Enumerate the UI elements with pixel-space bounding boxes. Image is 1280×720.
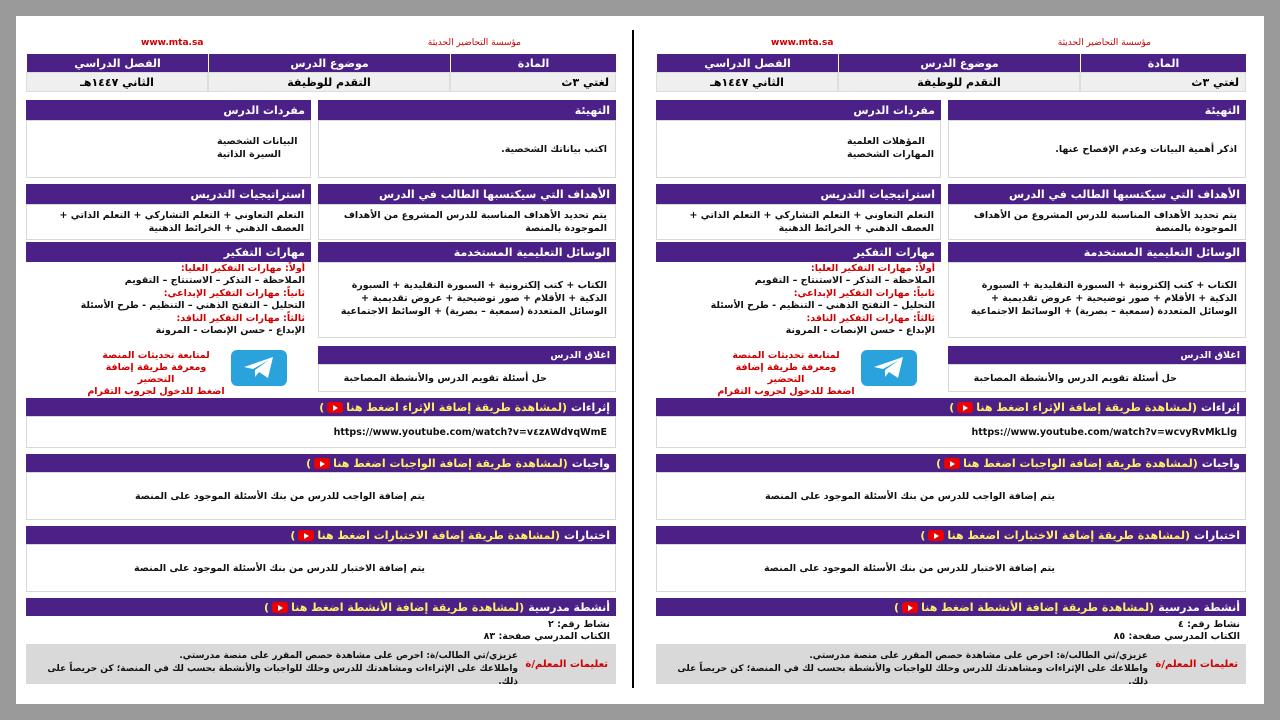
warmup-box	[948, 120, 1246, 178]
enrichment-link[interactable]	[319, 401, 567, 414]
enrichment-label: إثراءات	[1201, 400, 1240, 414]
strategies-box	[656, 204, 941, 240]
activities-link[interactable]	[264, 601, 524, 614]
lesson-plan-page	[26, 30, 616, 690]
tests-label: اختبارات	[1194, 528, 1240, 542]
telegram-caption[interactable]	[86, 350, 226, 398]
telegram-button[interactable]	[231, 350, 287, 386]
objectives-text: يتم تحديد الأهداف المناسبة للدرس المشروع من الأهداف الموجودة بالمنصة	[973, 210, 1237, 234]
tests-text: يتم إضافة الاختبار للدرس من بنك الأسئلة الموجود على المنصة	[763, 563, 1055, 574]
enrichment-header	[656, 398, 1246, 416]
aids-box	[318, 262, 616, 338]
activity-number: نشاط رقم: ٢	[547, 619, 610, 630]
thinking-h2: ثانياً: مهارات التفكير الإبداعي:	[163, 288, 305, 299]
homework-link-text: (لمشاهدة طريقة إضافة الواجبات اضغط هنا	[963, 456, 1198, 470]
homework-link-close: )	[306, 456, 312, 470]
tests-link-close: )	[290, 528, 296, 542]
warmup-text: اذكر أهمية البيانات وعدم الإفصاح عنها.	[1055, 144, 1237, 155]
activities-link[interactable]	[894, 601, 1154, 614]
lesson-plan-page	[656, 30, 1246, 690]
vocab-item-1: المؤهلات العلمية	[847, 136, 925, 147]
tests-label: اختبارات	[564, 528, 610, 542]
homework-label: واجبات	[1201, 456, 1240, 470]
activities-link-text: (لمشاهدة طريقة إضافة الأنشطة اضغط هنا	[291, 600, 525, 614]
teacher-notes-label: تعليمات المعلم/ة	[525, 659, 608, 670]
youtube-icon	[272, 602, 288, 613]
vocab-item-1: البيانات الشخصية	[217, 136, 298, 147]
topic-header: موضوع الدرس	[208, 54, 450, 72]
thinking-h1: أولاً: مهارات التفكير العليا:	[180, 263, 305, 274]
closing-text: حل أسئلة تقويم الدرس والأنشطة المصاحبة	[973, 373, 1177, 384]
closing-box	[318, 364, 616, 392]
youtube-icon	[298, 530, 314, 541]
activities-link-text: (لمشاهدة طريقة إضافة الأنشطة اضغط هنا	[921, 600, 1155, 614]
telegram-button[interactable]	[861, 350, 917, 386]
youtube-icon	[327, 402, 343, 413]
term-header: الفصل الدراسي	[656, 54, 838, 72]
youtube-icon	[314, 458, 330, 469]
subject-header: المادة	[1080, 54, 1246, 72]
topic-value: التقدم للوظيفة	[838, 72, 1080, 92]
vocab-item-2: السيرة الذاتية	[217, 149, 281, 160]
thinking-l3: الإبداع - حسن الإنصات - المرونة	[785, 325, 935, 336]
vocab-header: مفردات الدرس	[26, 100, 311, 120]
tests-header	[656, 526, 1246, 544]
enrichment-link-text: (لمشاهدة طريقة إضافة الإثراء اضغط هنا	[976, 400, 1198, 414]
strategies-text: التعلم التعاوني + التعلم التشاركي + التعلم الذاتي + العصف الذهني + الخرائط الذهنية	[59, 210, 304, 234]
youtube-icon	[957, 402, 973, 413]
thinking-box	[26, 262, 311, 342]
warmup-text: اكتب بياناتك الشخصية.	[501, 144, 607, 155]
term-header: الفصل الدراسي	[26, 54, 208, 72]
objectives-box	[318, 204, 616, 240]
activity-number: نشاط رقم: ٤	[1177, 619, 1240, 630]
telegram-line-2: ومعرفة طريقة إضافة التحضير	[105, 362, 207, 385]
youtube-url[interactable]: https://www.youtube.com/watch?v=v٤z٨Wd٧qWmE	[333, 427, 607, 438]
homework-link-close: )	[936, 456, 942, 470]
closing-header: اغلاق الدرس	[948, 346, 1246, 364]
strategies-text: التعلم التعاوني + التعلم التشاركي + التعلم الذاتي + العصف الذهني + الخرائط الذهنية	[689, 210, 934, 234]
topic-header: موضوع الدرس	[838, 54, 1080, 72]
thinking-h1: أولاً: مهارات التفكير العليا:	[810, 263, 935, 274]
thinking-l2: التحليل – التفتح الذهني – التنظيم - طرح الأسئلة	[710, 300, 935, 311]
thinking-h3: ثالثاً: مهارات التفكير الناقد:	[176, 313, 305, 324]
activities-link-close: )	[264, 600, 270, 614]
telegram-line-2: ومعرفة طريقة إضافة التحضير	[735, 362, 837, 385]
book-page: الكتاب المدرسي صفحة: ٨٥	[1113, 631, 1240, 642]
tests-box	[656, 544, 1246, 592]
telegram-line-1: لمتابعة تحديثات المنصة	[102, 350, 210, 361]
closing-text: حل أسئلة تقويم الدرس والأنشطة المصاحبة	[343, 373, 547, 384]
enrichment-link-close: )	[319, 400, 325, 414]
telegram-line-3: اضغط للدخول لجروب التقرام	[87, 386, 225, 397]
vocab-item-2: المهارات الشخصية	[847, 149, 934, 160]
org-name: مؤسسة التحاضير الحديثة	[1057, 38, 1151, 48]
homework-label: واجبات	[571, 456, 610, 470]
telegram-line-3: اضغط للدخول لجروب التقرام	[717, 386, 855, 397]
subject-header: المادة	[450, 54, 616, 72]
thinking-h3: ثالثاً: مهارات التفكير الناقد:	[806, 313, 935, 324]
tests-box	[26, 544, 616, 592]
warmup-header: التهيئة	[318, 100, 616, 120]
teacher-notes-line-2: واطلاعك على الإثراءات ومشاهدتك للدرس وحلك للواجبات والأنشطة بحسب لك في المنصة؛ كن حريصاً على ذلك.	[677, 664, 1148, 687]
strategies-header: استراتيجيات التدريس	[26, 184, 311, 204]
telegram-icon	[243, 356, 275, 380]
tests-link-text: (لمشاهدة طريقة إضافة الاختبارات اضغط هنا	[317, 528, 561, 542]
term-value: الثاني ١٤٤٧هـ	[656, 72, 838, 92]
homework-link[interactable]	[306, 457, 568, 470]
teacher-notes-line-1: عزيزي/تي الطالب/ة: احرص على مشاهدة حصص المقرر على منصة مدرستي.	[809, 651, 1148, 661]
warmup-box	[318, 120, 616, 178]
aids-header: الوسائل التعليمية المستخدمة	[948, 242, 1246, 262]
enrichment-label: إثراءات	[571, 400, 610, 414]
thinking-l1: الملاحظة – التذكر – الاستنتاج – التقويم	[754, 275, 935, 286]
vocab-box	[26, 120, 311, 178]
telegram-line-1: لمتابعة تحديثات المنصة	[732, 350, 840, 361]
enrichment-header	[26, 398, 616, 416]
thinking-header: مهارات التفكير	[656, 242, 941, 262]
homework-link[interactable]	[936, 457, 1198, 470]
thinking-h2: ثانياً: مهارات التفكير الإبداعي:	[793, 288, 935, 299]
thinking-l1: الملاحظة – التذكر – الاستنتاج – التقويم	[124, 275, 305, 286]
topic-value: التقدم للوظيفة	[208, 72, 450, 92]
objectives-header: الأهداف التي سيكتسبها الطالب في الدرس	[948, 184, 1246, 204]
activities-label: أنشطة مدرسية	[528, 600, 610, 614]
strategies-box	[26, 204, 311, 240]
aids-text: الكتاب + كتب إلكترونية + السبورة التقليدية + السبورة الذكية + الأقلام + صور توضيحية + عروض تقديمية + الوسائل المتعددة (سمعية – بصرية) + الوسائط الاجتماعية	[340, 280, 607, 317]
telegram-icon	[873, 356, 905, 380]
vocab-header: مفردات الدرس	[656, 100, 941, 120]
objectives-box	[948, 204, 1246, 240]
tests-link[interactable]	[920, 529, 1190, 542]
homework-link-text: (لمشاهدة طريقة إضافة الواجبات اضغط هنا	[333, 456, 568, 470]
homework-text: يتم إضافة الواجب للدرس من بنك الأسئلة الموجود على المنصة	[764, 491, 1055, 502]
enrichment-link-text: (لمشاهدة طريقة إضافة الإثراء اضغط هنا	[346, 400, 568, 414]
telegram-caption[interactable]	[716, 350, 856, 398]
homework-text: يتم إضافة الواجب للدرس من بنك الأسئلة الموجود على المنصة	[134, 491, 425, 502]
tests-header	[26, 526, 616, 544]
enrichment-box	[656, 416, 1246, 448]
activities-header	[656, 598, 1246, 616]
book-page: الكتاب المدرسي صفحة: ٨٣	[483, 631, 610, 642]
activities-link-close: )	[894, 600, 900, 614]
teacher-notes-line-1: عزيزي/تي الطالب/ة: احرص على مشاهدة حصص المقرر على منصة مدرستي.	[179, 651, 518, 661]
subject-value: لغتي ٣ث	[1080, 72, 1246, 92]
youtube-icon	[944, 458, 960, 469]
teacher-notes-label: تعليمات المعلم/ة	[1155, 659, 1238, 670]
aids-text: الكتاب + كتب إلكترونية + السبورة التقليدية + السبورة الذكية + الأقلام + صور توضيحية + عروض تقديمية + الوسائل المتعددة (سمعية – بصرية) + الوسائط الاجتماعية	[970, 280, 1237, 317]
term-value: الثاني ١٤٤٧هـ	[26, 72, 208, 92]
enrichment-link[interactable]	[949, 401, 1197, 414]
closing-box	[948, 364, 1246, 392]
tests-link[interactable]	[290, 529, 560, 542]
org-name: مؤسسة التحاضير الحديثة	[427, 38, 521, 48]
tests-text: يتم إضافة الاختبار للدرس من بنك الأسئلة الموجود على المنصة	[133, 563, 425, 574]
objectives-header: الأهداف التي سيكتسبها الطالب في الدرس	[318, 184, 616, 204]
aids-box	[948, 262, 1246, 338]
youtube-icon	[902, 602, 918, 613]
enrichment-box	[26, 416, 616, 448]
homework-box	[26, 472, 616, 520]
site-link[interactable]: www.mta.sa	[141, 38, 204, 48]
subject-value: لغتي ٣ث	[450, 72, 616, 92]
homework-header	[656, 454, 1246, 472]
vocab-box	[656, 120, 941, 178]
thinking-box	[656, 262, 941, 342]
page-top-row	[26, 38, 616, 52]
aids-header: الوسائل التعليمية المستخدمة	[318, 242, 616, 262]
closing-header: اغلاق الدرس	[318, 346, 616, 364]
youtube-icon	[928, 530, 944, 541]
thinking-l2: التحليل – التفتح الذهني – التنظيم - طرح الأسئلة	[80, 300, 305, 311]
homework-header	[26, 454, 616, 472]
teacher-notes-line-2: واطلاعك على الإثراءات ومشاهدتك للدرس وحلك للواجبات والأنشطة بحسب لك في المنصة؛ كن حريصاً على ذلك.	[47, 664, 518, 687]
tests-link-text: (لمشاهدة طريقة إضافة الاختبارات اضغط هنا	[947, 528, 1191, 542]
youtube-url[interactable]: https://www.youtube.com/watch?v=wcvyRvMkLlg	[971, 427, 1237, 438]
page-top-row	[656, 38, 1246, 52]
warmup-header: التهيئة	[948, 100, 1246, 120]
homework-box	[656, 472, 1246, 520]
teacher-notes	[26, 644, 616, 687]
strategies-header: استراتيجيات التدريس	[656, 184, 941, 204]
objectives-text: يتم تحديد الأهداف المناسبة للدرس المشروع من الأهداف الموجودة بالمنصة	[343, 210, 607, 234]
thinking-l3: الإبداع - حسن الإنصات - المرونة	[155, 325, 305, 336]
activities-label: أنشطة مدرسية	[1158, 600, 1240, 614]
enrichment-link-close: )	[949, 400, 955, 414]
tests-link-close: )	[920, 528, 926, 542]
teacher-notes	[656, 644, 1246, 687]
page-divider	[632, 30, 634, 688]
thinking-header: مهارات التفكير	[26, 242, 311, 262]
activities-header	[26, 598, 616, 616]
site-link[interactable]: www.mta.sa	[771, 38, 834, 48]
